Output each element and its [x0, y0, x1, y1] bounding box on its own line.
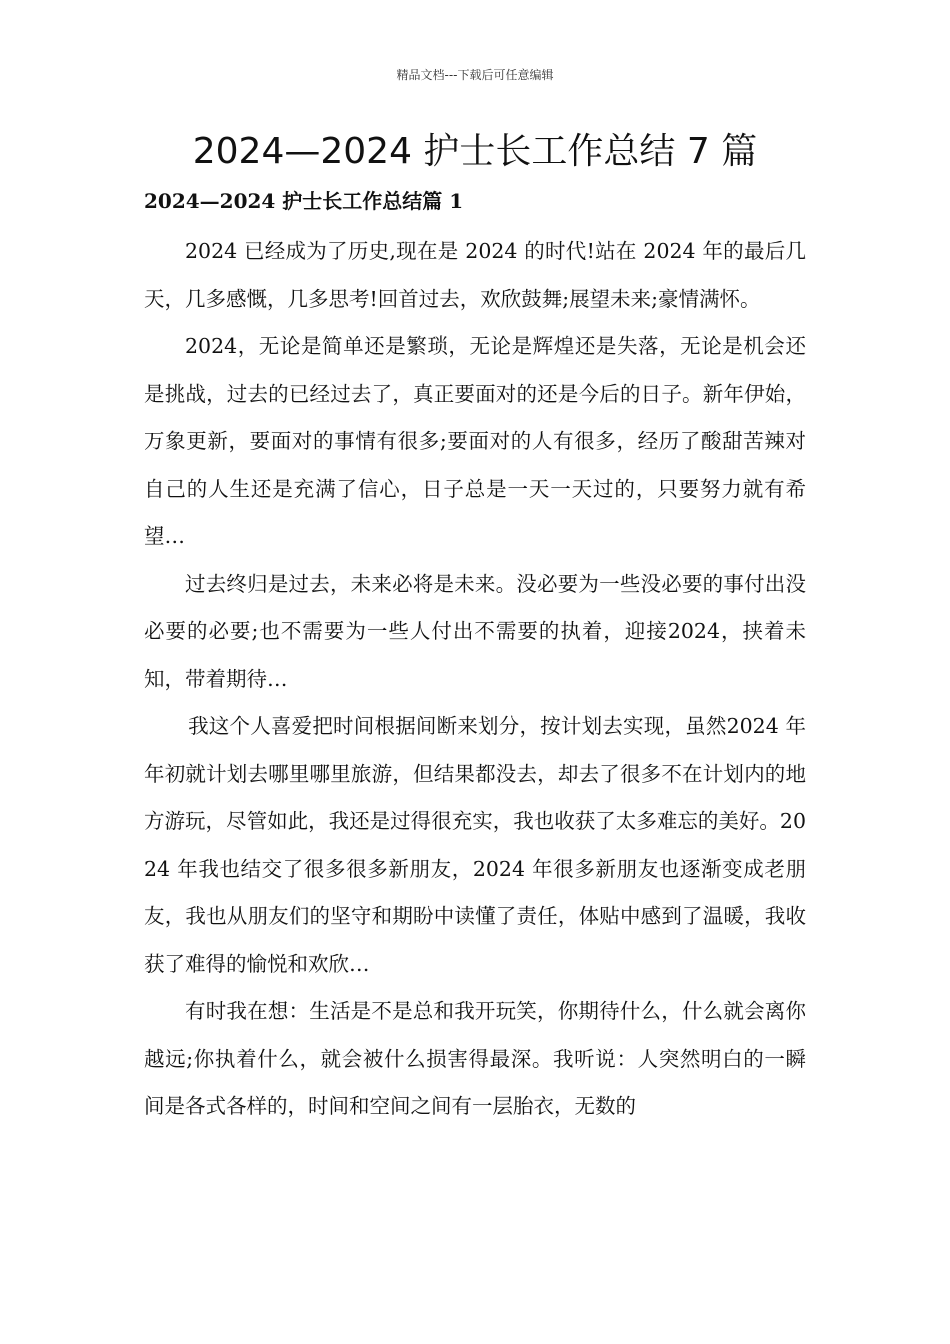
body-text [144, 228, 806, 1131]
page-title: 2024—2024 护士长工作总结 7 篇 [192, 131, 758, 172]
paragraph-1: 2024 已经成为了历史,现在是 2024 的时代!站在 2024 年的最后几天，几多感慨，几多思考!回首过去，欢欣鼓舞;展望未来;豪情满怀。 [144, 239, 806, 311]
header-note: 精品文档---下载后可任意编辑 [396, 68, 554, 82]
paragraph-3: 过去终归是过去，未来必将是未来。没必要为一些没必要的事付出没必要的必要;也不需要为一些人付出不需要的执着，迎接2024，挟着未知，带着期待… [144, 571, 806, 691]
section-subtitle: 2024—2024 护士长工作总结篇 1 [144, 189, 464, 213]
paragraph-2: 2024，无论是简单还是繁琐，无论是辉煌还是失落，无论是机会还是挑战，过去的已经过去了，真正要面对的还是今后的日子。新年伊始，万象更新，要面对的事情有很多;要面对的人有很多，经历了酸甜苦辣对自己的人生还是充满了信心，日子总是一天一天过的，只要努力就有希望… [144, 334, 806, 548]
paragraph-5: 有时我在想：生活是不是总和我开玩笑，你期待什么，什么就会离你越远;你执着什么，就会被什么损害得最深。我听说：人突然明白的一瞬间是各式各样的，时间和空间之间有一层胎衣，无数的 [144, 999, 806, 1118]
paragraph-4: 我这个人喜爱把时间根据间断来划分，按计划去实现，虽然2024 年年初就计划去哪里哪里旅游，但结果都没去，却去了很多不在计划内的地方游玩，尽管如此，我还是过得很充实，我也收获了太多难忘的美好。2024 年我也结交了很多很多新朋友，2024 年很多新朋友也逐渐变成老朋友，我也从朋友们的坚守和期盼中读懂了责任，体贴中感到了温暖，我收获了难得的愉悦和欢欣… [144, 714, 806, 976]
